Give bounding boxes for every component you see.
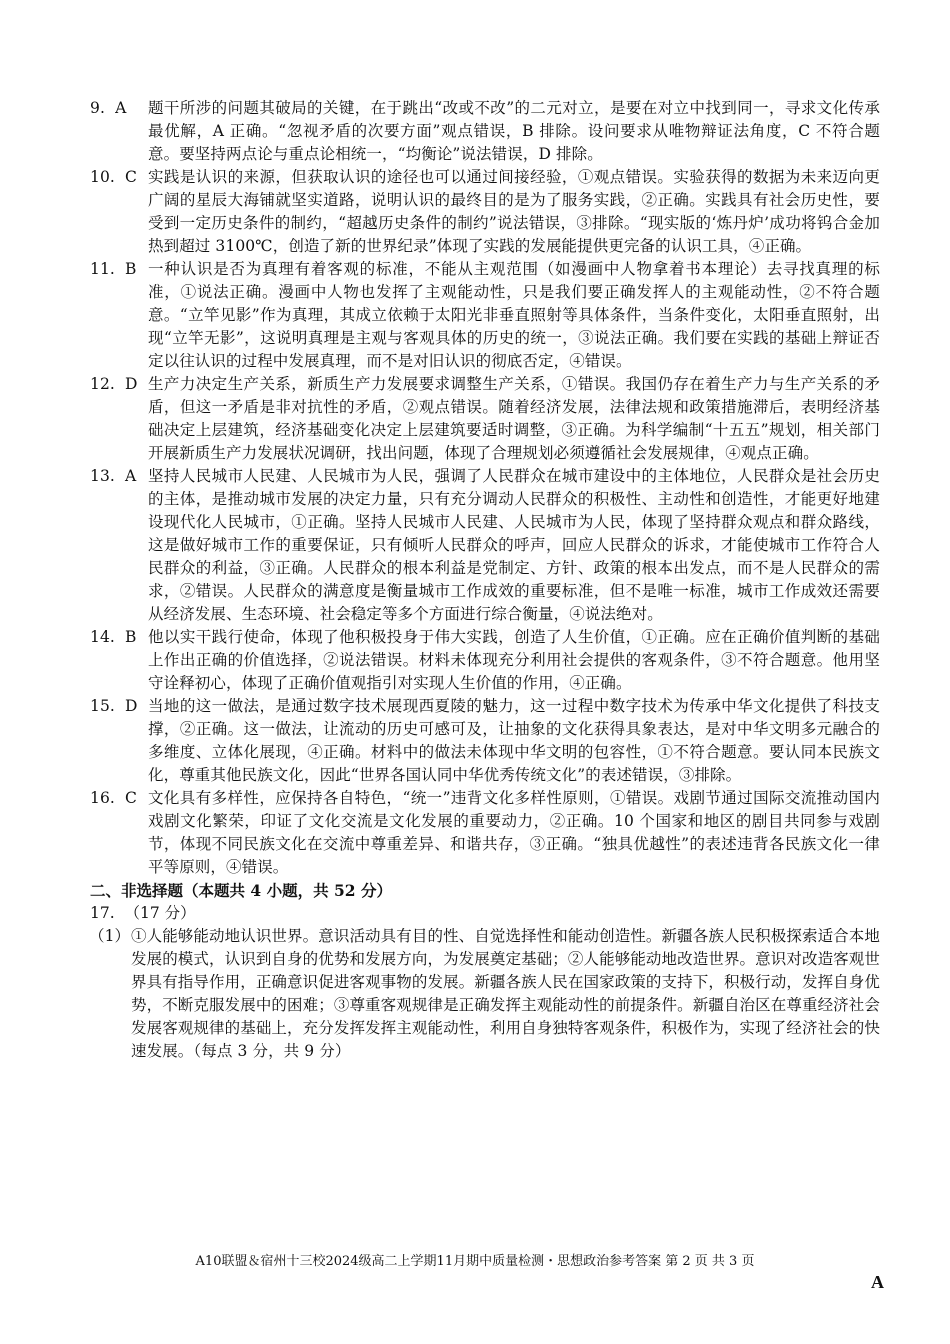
item-label: 12. D	[90, 375, 138, 393]
item-label: 13. A	[90, 467, 137, 485]
question-number: 17.	[90, 904, 115, 922]
answer-content	[90, 97, 880, 1063]
item-text: 一种认识是否为真理有着客观的标准，不能从主观范围（如漫画中人物拿着书本理论）去寻找真理的标准，①说法正确。漫画中人物也发挥了主观能动性，只是我们要正确发挥人的主观能动性，②不符合题意。“立竿见影”作为真理，其成立依赖于太阳光非垂直照射等具体条件，当条件变化，太阳垂直照射，出现“立竿无影”，这说明真理是主观与客观具体的历史的统一，③说法正确。我们要在实践的基础上辩证否定以往认识的过程中发展真理，而不是对旧认识的彻底否定，④错误。	[148, 260, 880, 370]
item-label: 14. B	[90, 628, 137, 646]
item-text: 坚持人民城市人民建、人民城市为人民，强调了人民群众在城市建设中的主体地位，人民群众是社会历史的主体，是推动城市发展的决定力量，只有充分调动人民群众的积极性、主动性和创造性，才能更好地建设现代化人民城市，①正确。坚持人民城市人民建、人民城市为人民，体现了坚持群众观点和群众路线，这是做好城市工作的重要保证，只有倾听人民群众的呼声，回应人民群众的诉求，才能使城市工作符合人民群众的利益，③正确。人民群众的根本利益是党制定、方针、政策的根本出发点，而不是人民群众的需求，②错误。人民群众的满意度是衡量城市工作成效的重要标准，但不是唯一标准，城市工作成效还需要从经济发展、生态环境、社会稳定等多个方面进行综合衡量，④说法绝对。	[148, 467, 880, 623]
item-label: 11. B	[90, 260, 137, 278]
answer-item-16	[90, 787, 880, 879]
answer-item-9	[90, 97, 880, 166]
answer-item-10	[90, 166, 880, 258]
item-label: 10. C	[90, 168, 137, 186]
item-text: 生产力决定生产关系，新质生产力发展要求调整生产关系，①错误。我国仍存在着生产力与生产关系的矛盾，但这一矛盾是非对抗性的矛盾，②观点错误。随着经济发展，法律法规和政策措施滞后，表明经济基础决定上层建筑，经济基础变化决定上层建筑要适时调整，③正确。为科学编制“十五五”规划，相关部门开展新质生产力发展状况调研，找出问题，体现了合理规划必须遵循社会发展规律，④观点正确。	[148, 375, 880, 462]
item-label: 16. C	[90, 789, 137, 807]
sub-text: ①人能够能动地认识世界。意识活动具有目的性、自觉选择性和能动创造性。新疆各族人民积极探索适合本地发展的模式，认识到自身的优势和发展方向，为发展奠定基础；②人能够能动地改造世界。意识对改造客观世界具有指导作用，正确意识促进客观事物的发展。新疆各族人民在国家政策的支持下，积极行动，发挥自身优势，不断克服发展中的困难；③尊重客观规律是正确发挥主观能动性的前提条件。新疆自治区在尊重经济社会发展客观规律的基础上，充分发挥发挥主观能动性，利用自身独特客观条件，积极作为，实现了经济社会的快速发展。（每点 3 分，共 9 分）	[131, 927, 880, 1060]
page-footer: A10联盟＆宿州十三校2024级高二上学期11月期中质量检测・思想政治参考答案 第 2 页 共 3 页	[195, 1254, 755, 1269]
answer-item-14	[90, 626, 880, 695]
item-text: 当地的这一做法，是通过数字技术展现西夏陵的魅力，这一过程中数字技术为传承中华文化提供了科技支撑，②正确。这一做法，让流动的历史可感可及，让抽象的文化获得具象表达，是对中华文明多元融合的多维度、立体化展现，④正确。材料中的做法未体现中华文明的包容性，①不符合题意。要认同本民族文化，尊重其他民族文化，因此“世界各国认同中华优秀传统文化”的表述错误，③排除。	[148, 697, 880, 784]
item-label: 9. A	[90, 99, 127, 117]
answer-item-12	[90, 373, 880, 465]
question-17-header	[90, 902, 880, 925]
corner-mark: A	[871, 1272, 884, 1292]
answer-item-13	[90, 465, 880, 626]
item-label: 15. D	[90, 697, 138, 715]
section-title: 二、非选择题（本题共 4 小题，共 52 分）	[90, 881, 392, 900]
sub-label: （1）	[89, 927, 131, 945]
question-score: （17 分）	[124, 904, 196, 922]
answer-item-15	[90, 695, 880, 787]
sub-answer-1	[89, 925, 880, 1063]
item-text: 实践是认识的来源，但获取认识的途径也可以通过间接经验，①观点错误。实验获得的数据为未来迈向更广阔的星辰大海铺就坚实道路，说明认识的最终目的是为了服务实践，②正确。实践具有社会历史性，要受到一定历史条件的制约，“超越历史条件的制约”说法错误，③排除。“现实版的‘炼丹炉’成功将钨合金加热到超过 3100℃，创造了新的世界纪录”体现了实践的发展能提供更完备的认识工具，④正确。	[148, 168, 880, 255]
answer-item-11	[90, 258, 880, 373]
item-text: 文化具有多样性，应保持各自特色，“统一”违背文化多样性原则，①错误。戏剧节通过国际交流推动国内戏剧文化繁荣，印证了文化交流是文化发展的重要动力，②正确。10 个国家和地区的剧目共同参与戏剧节，体现不同民族文化在交流中尊重差异、和谐共存，③正确。“独具优越性”的表述违背各民族文化一律平等原则，④错误。	[148, 789, 880, 876]
item-text: 题干所涉的问题其破局的关键，在于跳出“改或不改”的二元对立，是要在对立中找到同一，寻求文化传承最优解，A 正确。“忽视矛盾的次要方面”观点错误，B 排除。设问要求从唯物辩证法角度，C 不符合题意。要坚持两点论与重点论相统一，“均衡论”说法错误，D 排除。	[148, 99, 880, 163]
item-text: 他以实干践行使命，体现了他积极投身于伟大实践，创造了人生价值，①正确。应在正确价值判断的基础上作出正确的价值选择，②说法错误。材料未体现充分利用社会提供的客观条件，③不符合题意。他用坚守诠释初心，体现了正确价值观指引对实现人生价值的作用，④正确。	[148, 628, 880, 692]
